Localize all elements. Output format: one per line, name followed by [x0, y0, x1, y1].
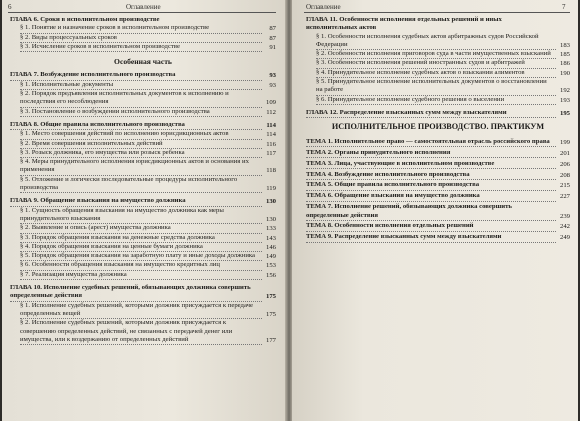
- toc-page-number: 133: [265, 225, 276, 233]
- toc-right: [306, 16, 570, 244]
- toc-page-number: 130: [265, 215, 276, 223]
- toc-page-number: 201: [559, 149, 570, 157]
- toc-section: [306, 78, 570, 96]
- toc-page-number: 175: [265, 293, 276, 301]
- toc-entry-title: § 4. Порядок обращения взыскания на ценные бумаги должника: [20, 243, 262, 252]
- toc-section: [10, 319, 276, 345]
- toc-page-number: 177: [265, 336, 276, 344]
- toc-entry-title: § 2. Особенности исполнения приговоров суда в части имущественных взысканий: [316, 50, 556, 59]
- toc-section: [10, 34, 276, 43]
- toc-section: [10, 243, 276, 252]
- toc-entry-title: § 1. Сущность обращения взыскания на имущество должника как меры принудительного взыскания: [20, 207, 262, 225]
- toc-entry-title: § 5. Порядок обращения взыскания на заработную плату и иные доходы должника: [20, 252, 262, 261]
- toc-entry-title: § 3. Порядок обращения взыскания на денежные средства должника: [20, 234, 262, 243]
- toc-topic: [306, 181, 570, 190]
- toc-page-number: 242: [559, 223, 570, 231]
- toc-entry-title: ТЕМА 1. Исполнительное право — самостоятельная отрасль российского права: [306, 138, 556, 147]
- toc-entry-title: ГЛАВА 6. Сроки в исполнительном производстве: [10, 16, 160, 23]
- toc-page-number: 112: [266, 108, 276, 116]
- toc-entry-title: § 4. Меры принудительного исполнения юрисдикционных актов и основания их применения: [20, 158, 262, 176]
- toc-entry-title: ТЕМА 8. Особенности исполнения отдельных решений: [306, 222, 556, 231]
- toc-page-number: 93: [269, 72, 276, 80]
- toc-entry-title: ГЛАВА 8. Общие правила исполнительного производства: [10, 121, 262, 130]
- toc-entry-title: ГЛАВА 12. Распределение взысканных сумм между взыскателями: [306, 109, 556, 118]
- toc-page-number: 153: [265, 262, 276, 270]
- toc-page-number: 185: [559, 51, 570, 59]
- toc-page-number: 119: [266, 185, 276, 193]
- toc-section: [306, 59, 570, 68]
- toc-entry-title: § 3. Особенности исполнения решений иностранных судов и арбитражей: [316, 59, 556, 68]
- toc-page-number: 239: [559, 212, 570, 220]
- toc-chapter: [10, 16, 276, 24]
- toc-page-number: 183: [559, 41, 570, 49]
- toc-entry-title: ТЕМА 7. Исполнение решений, обязывающих должника совершить определенные действия: [306, 203, 556, 221]
- toc-section: [306, 50, 570, 59]
- toc-entry-title: ГЛАВА 11. Особенности исполнения отдельных решений и иных исполнительных актов: [306, 16, 502, 32]
- toc-page-number: 114: [266, 121, 276, 129]
- toc-page-number: 208: [559, 171, 570, 179]
- toc-page-number: 93: [269, 81, 276, 89]
- toc-entry-title: § 2. Виды процессуальных сроков: [20, 34, 262, 43]
- toc-entry-title: § 1. Исполнение судебных решений, которыми должник присуждается к передаче определенных вещей: [20, 302, 262, 320]
- toc-page-number: 195: [559, 109, 570, 117]
- toc-entry-title: § 3. Постановление о возбуждении исполнительного производства: [20, 108, 262, 117]
- toc-topic: [306, 222, 570, 231]
- toc-page-number: 130: [265, 198, 276, 206]
- toc-topic: [306, 149, 570, 158]
- right-page: [292, 0, 578, 421]
- toc-entry-title: ТЕМА 9. Распределение взысканных сумм между взыскателями: [306, 233, 556, 242]
- toc-entry-title: § 6. Принудительное исполнение судебного решения о выселении: [316, 96, 556, 105]
- page-number: 7: [562, 3, 566, 11]
- toc-entry-title: § 6. Особенности обращения взыскания на имущество кредитных лиц: [20, 261, 262, 270]
- toc-topic: [306, 233, 570, 242]
- toc-topic: [306, 160, 570, 169]
- toc-page-number: 149: [265, 253, 276, 261]
- toc-page-number: 175: [265, 310, 276, 318]
- toc-section: [10, 90, 276, 108]
- running-head: Оглавление: [306, 3, 341, 11]
- toc-page-number: 143: [265, 234, 276, 242]
- toc-entry-title: § 5. Принудительное исполнение исполнительных документов о восстановлении на работе: [316, 78, 556, 96]
- toc-section: [10, 261, 276, 270]
- toc-chapter: [10, 71, 276, 80]
- toc-section: [10, 24, 276, 33]
- toc-page-number: 117: [266, 149, 276, 157]
- toc-page-number: 206: [559, 160, 570, 168]
- toc-entry-title: § 5. Отложение и логически последовательные процедуры исполнительного производства: [20, 176, 262, 194]
- special-part-heading: Особенная часть: [114, 57, 172, 67]
- toc-entry-title: ТЕМА 3. Лица, участвующие в исполнительном производстве: [306, 160, 556, 169]
- toc-section: [10, 108, 276, 117]
- toc-entry-title: ГЛАВА 10. Исполнение судебных решений, обязывающих должника совершить определенные действия: [10, 284, 262, 302]
- header-rule: [304, 12, 570, 13]
- toc-page-number: 215: [559, 182, 570, 190]
- toc-section: [10, 176, 276, 194]
- toc-section: [10, 158, 276, 176]
- toc-section: [10, 207, 276, 225]
- toc-entry-title: § 2. Порядок предъявления исполнительных документов к исполнению и последствия его несоблюдения: [20, 90, 262, 108]
- toc-chapter: [306, 16, 570, 33]
- toc-page-number: 249: [559, 234, 570, 242]
- toc-entry-title: § 3. Исчисление сроков в исполнительном производстве: [20, 43, 262, 52]
- toc-page-number: 156: [265, 271, 276, 279]
- toc-page-number: 146: [265, 243, 276, 251]
- toc-chapter: [10, 121, 276, 130]
- toc-page-number: 87: [269, 25, 276, 33]
- header-rule: [8, 12, 276, 13]
- toc-left: [10, 16, 276, 345]
- toc-section: [10, 43, 276, 52]
- toc-page-number: 109: [265, 99, 276, 107]
- toc-section: [10, 130, 276, 139]
- toc-entry-title: ТЕМА 5. Общие правила исполнительного производства: [306, 181, 556, 190]
- toc-page-number: 186: [559, 60, 570, 68]
- toc-page-number: 193: [559, 96, 570, 104]
- toc-entry-title: ГЛАВА 9. Обращение взыскания на имущество должника: [10, 197, 262, 206]
- toc-topic: [306, 171, 570, 180]
- toc-entry-title: § 2. Исполнение судебных решений, которыми должник присуждается к совершению определенных действий, не связанных с передачей денег или имущества, или к воздержанию от определенных действий: [20, 319, 262, 345]
- toc-topic: [306, 192, 570, 201]
- toc-section: [306, 96, 570, 105]
- toc-page-number: 87: [269, 34, 276, 42]
- toc-entry-title: § 1. Понятие и назначение сроков в исполнительном производстве: [20, 24, 262, 33]
- toc-entry-title: ТЕМА 6. Обращение взыскания на имущество должника: [306, 192, 556, 201]
- toc-entry-title: § 4. Принудительное исполнение судебных актов о взыскании алиментов: [316, 69, 556, 78]
- toc-page-number: 118: [266, 167, 276, 175]
- toc-page-number: 192: [559, 87, 570, 95]
- toc-entry-title: § 1. Особенности исполнения судебных актов арбитражных судов Российской Федерации: [316, 33, 556, 51]
- toc-section: [10, 149, 276, 158]
- toc-chapter: [10, 197, 276, 206]
- toc-section: [10, 302, 276, 320]
- toc-entry-title: § 7. Реализация имущества должника: [20, 271, 262, 280]
- toc-entry-title: ТЕМА 4. Возбуждение исполнительного производства: [306, 171, 556, 180]
- toc-topic: [306, 203, 570, 221]
- toc-entry-title: ГЛАВА 7. Возбуждение исполнительного производства: [10, 71, 262, 80]
- toc-section: [10, 271, 276, 280]
- toc-entry-title: § 3. Розыск должника, его имущества или розыск ребенка: [20, 149, 262, 158]
- toc-page-number: 114: [266, 131, 276, 139]
- toc-section: [10, 224, 276, 233]
- toc-section: [306, 33, 570, 51]
- toc-entry-title: § 2. Время совершения исполнительных действий: [20, 140, 262, 149]
- toc-entry-title: § 2. Выявление и опись (арест) имущества должника: [20, 224, 262, 233]
- practicum-heading: ИСПОЛНИТЕЛЬНОЕ ПРОИЗВОДСТВО. ПРАКТИКУМ: [331, 122, 545, 132]
- toc-page-number: 199: [559, 138, 570, 146]
- toc-section: [10, 252, 276, 261]
- toc-entry-title: § 1. Место совершения действий по исполнению юрисдикционных актов: [20, 130, 262, 139]
- toc-topic: [306, 138, 570, 147]
- toc-page-number: 91: [269, 43, 276, 51]
- toc-section: [306, 69, 570, 78]
- toc-section: [10, 234, 276, 243]
- running-head: Оглавление: [126, 3, 161, 11]
- toc-chapter: [10, 284, 276, 302]
- toc-page-number: 227: [559, 193, 570, 201]
- toc-page-number: 190: [559, 69, 570, 77]
- toc-page-number: 116: [266, 140, 276, 148]
- toc-entry-title: § 1. Исполнительные документы: [20, 81, 262, 90]
- toc-chapter: [306, 109, 570, 118]
- toc-section: [10, 140, 276, 149]
- toc-section: [10, 81, 276, 90]
- toc-entry-title: ТЕМА 2. Органы принудительного исполнения: [306, 149, 556, 158]
- page-number: 6: [8, 3, 12, 11]
- left-page: [2, 0, 286, 421]
